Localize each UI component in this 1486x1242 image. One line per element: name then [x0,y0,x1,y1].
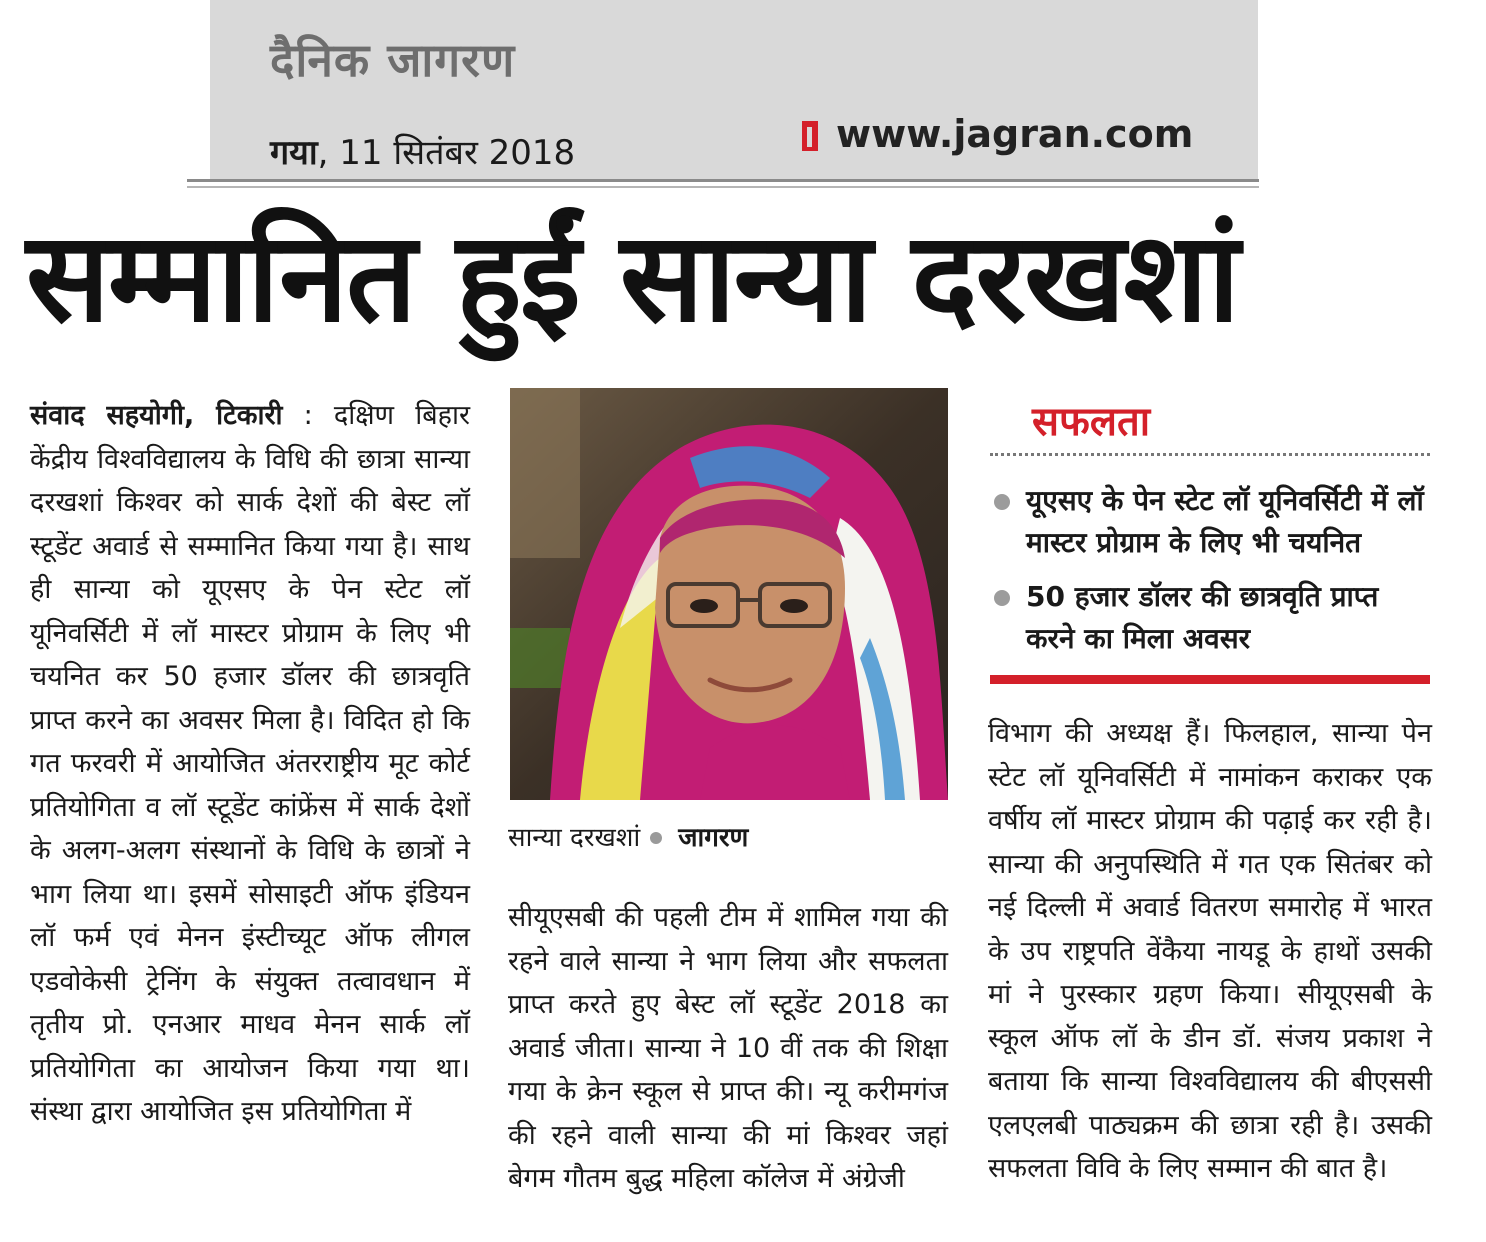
article-text-1: : दक्षिण बिहार केंद्रीय विश्वविद्यालय के विधि की छात्रा सान्या दरखशां किश्वर को सार्क देशों की बेस्ट लॉ स्टूडेंट अवार्ड से सम्मानित किया गया है। साथ ही सान्या को यूएसए के पेन स्टेट लॉ यूनिवर्सिटी में लॉ मास्टर प्रोग्राम के लिए भी चयनित कर 50 हजार डॉलर की छात्रवृति प्राप्त करने का अवसर मिला है। विदित हो कि गत फरवरी में आयोजित अंतरराष्ट्रीय मूट कोर्ट प्रतियोगिता व लॉ स्टूडेंट कांफ्रेंस में सार्क देशों के अलग-अलग संस्थानों के विधि के छात्रों ने भाग लिया था। इसमें सोसाइटी ऑफ इंडियन लॉ फर्म एवं मेनन इंस्टीच्यूट ऑफ लीगल एडवोकेसी ट्रेनिंग के संयुक्त तत्वावधान में तृतीय प्रो. एनआर माधव मेनन सार्क लॉ प्रतियोगिता का आयोजन किया गया था। संस्था द्वारा आयोजित इस प्रतियोगिता में [30,400,470,1127]
highlight-item [990,480,1430,564]
headline: सम्मानित हुईं सान्या दरखशां [26,206,1239,350]
byline: संवाद सहयोगी, टिकारी [30,400,283,431]
dateline-city: गया [270,133,318,173]
masthead-band [210,0,1258,180]
bullet-icon [994,590,1010,606]
article-column-3: विभाग की अध्यक्ष हैं। फिलहाल, सान्या पेन स्टेट लॉ यूनिवर्सिटी में नामांकन कराकर एक वर्षीय लॉ मास्टर प्रोग्राम की पढ़ाई कर रही है। सान्या की अनुपस्थिति में गत एक सितंबर को नई दिल्ली में अवार्ड वितरण समारोह में भारत के उप राष्ट्रपति वेंकैया नायडू के हाथों उसकी मां ने पुरस्कार ग्रहण किया। सीयूएसबी के स्कूल ऑफ लॉ के डीन डॉ. संजय प्रकाश ने बताया कि सान्या विश्वविद्यालय की बीएससी एलएलबी पाठ्यक्रम की छात्रा रही है। उसकी सफलता विवि के लिए सम्मान की बात है। [988,718,1432,1184]
jagran-logo-icon [802,121,818,151]
photo-caption [508,818,748,854]
website [802,112,1193,156]
bullet-icon [994,494,1010,510]
header-rule [187,179,1259,182]
newspaper-name: दैनिक जागरण [270,33,516,87]
red-divider [990,675,1430,684]
section-tag: सफलता [1032,399,1151,445]
dotted-divider [990,453,1430,456]
highlight-text: 50 हजार डॉलर की छात्रवृति प्राप्त करने का मिला अवसर [1026,580,1379,655]
website-url: www.jagran.com [836,112,1194,156]
caption-text: सान्या दरखशां [508,823,641,853]
photo-credit: जागरण [678,823,749,853]
dateline-date: , 11 सितंबर 2018 [317,133,576,173]
highlight-item [990,576,1430,660]
dateline [270,128,575,174]
portrait-illustration [510,388,948,800]
article-column-1 [30,394,470,1134]
portrait-photo [510,388,948,800]
article-column-2: सीयूएसबी की पहली टीम में शामिल गया की रहने वाले सान्या ने भाग लिया और सफलता प्राप्त करते हुए बेस्ट लॉ स्टूडेंट 2018 का अवार्ड जीता। सान्या ने 10 वीं तक की शिक्षा गया के क्रेन स्कूल से प्राप्त की। न्यू करीमगंज की रहने वाली सान्या की मां किश्वर जहां बेगम गौतम बुद्ध महिला कॉलेज में अंग्रेजी [508,902,948,1194]
header-rule-thin [187,186,1259,188]
highlight-text: यूएसए के पेन स्टेट लॉ यूनिवर्सिटी में लॉ मास्टर प्रोग्राम के लिए भी चयनित [1026,484,1424,559]
bullet-icon [650,832,662,844]
